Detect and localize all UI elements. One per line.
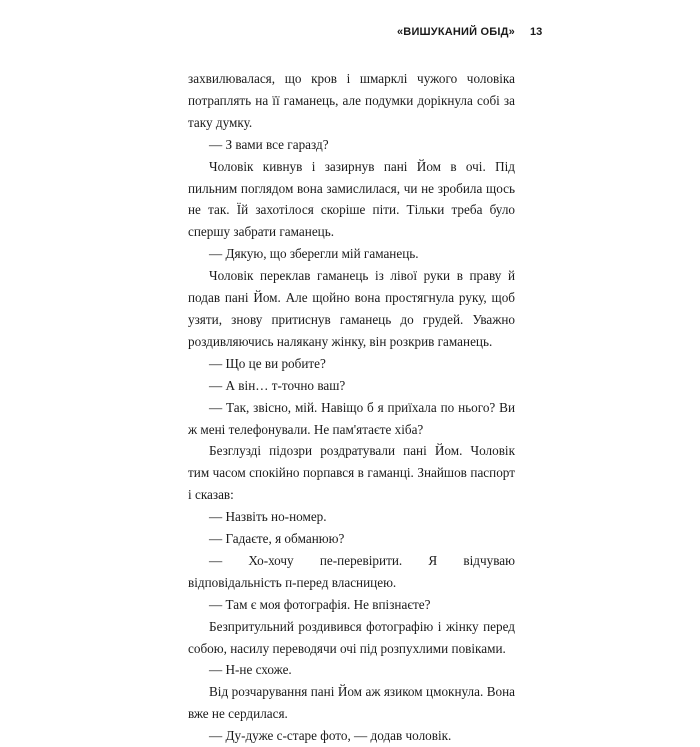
paragraph: — Гадаєте, я обманюю? xyxy=(209,531,345,547)
paragraph: — Ду-дуже с-старе фото, — додав чоловік. xyxy=(209,728,452,744)
paragraph: — Так, звісно, мій. Навіщо б я приїхала по нього? Ви ж мені телефонували. Не пам'ятаєте хіба? xyxy=(188,399,515,437)
paragraph: — З вами все гаразд? xyxy=(209,136,329,152)
paragraph: Від розчарування пані Йом аж язиком цмокнула. Вона вже не сердилася. xyxy=(188,684,515,722)
paragraph: — А він… т-точно ваш? xyxy=(209,377,346,393)
running-header: «ВИШУКАНИЙ ОБІД» xyxy=(396,26,515,38)
paragraph: — Н-не схоже. xyxy=(209,662,292,678)
paragraph: — Там є моя фотографія. Не впізнаєте? xyxy=(209,596,431,612)
body-text xyxy=(188,68,515,747)
paragraph: Безглузді підозри роздратували пані Йом. Чоловік тим часом спокійно порпався в гаманці. Знайшов паспорт і сказав: xyxy=(188,443,515,503)
paragraph: — Що це ви робите? xyxy=(209,355,326,371)
paragraph: захвилювалася, що кров і шмарклі чужого чоловіка потраплять на її гаманець, але подумки дорікнула собі за таку думку. xyxy=(188,71,515,130)
paragraph: Чоловік переклав гаманець із лівої руки в праву й подав пані Йом. Але щойно вона простягнула руку, щоб узяти, знову притиснув гаманець до грудей. Уважно роздивляючись налякану жінку, він розкрив гаманець. xyxy=(188,268,515,349)
paragraph: Безпритульний роздивився фотографію і жінку перед собою, насилу переводячи очі під розпухлими повіками. xyxy=(188,618,515,656)
paragraph: — Назвіть но-номер. xyxy=(209,509,327,525)
page-number: 13 xyxy=(530,26,543,38)
paragraph: — Дякую, що зберегли мій гаманець. xyxy=(209,246,419,262)
paragraph: — Хо-хочу пе-перевірити. Я відчуваю відповідальність п-перед власницею. xyxy=(188,552,515,590)
paragraph: Чоловік кивнув і зазирнув пані Йом в очі. Під пильним поглядом вона замислилася, чи не зробила щось не так. Їй захотілося скоріше піти. Тільки треба було спершу забрати гаманець. xyxy=(188,158,515,240)
